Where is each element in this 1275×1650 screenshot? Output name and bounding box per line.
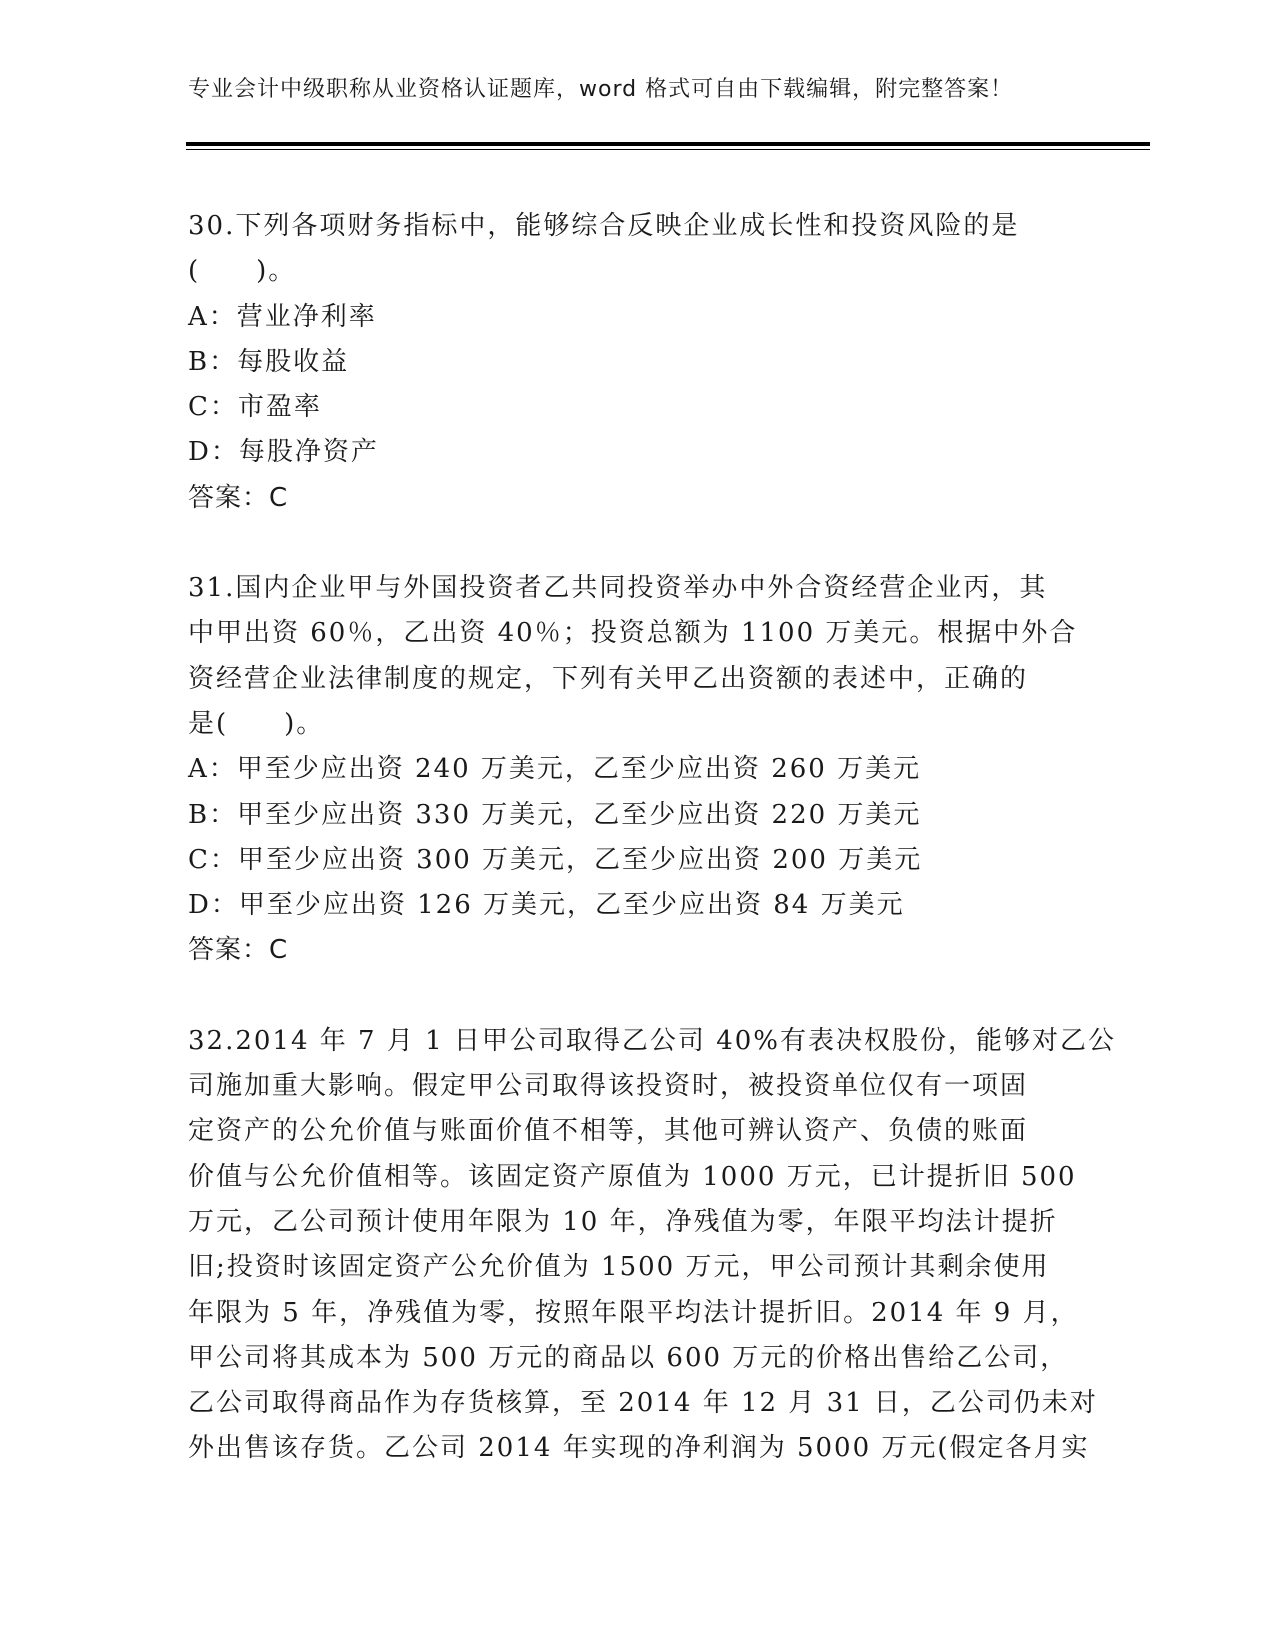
question-text-line: 30.下列各项财务指标中，能够综合反映企业成长性和投资风险的是 (188, 211, 1020, 241)
question-text-line: 万元，乙公司预计使用年限为 10 年，净残值为零，年限平均法计提折 (188, 1206, 1058, 1237)
option-b: B：甲至少应出资 330 万美元，乙至少应出资 220 万美元 (188, 799, 922, 830)
answer-label: 答案：C (188, 935, 289, 966)
question-text-line: 甲公司将其成本为 500 万元的商品以 600 万元的价格出售给乙公司， (188, 1342, 1069, 1373)
question-text-line: 资经营企业法律制度的规定，下列有关甲乙出资额的表述中，正确的 (188, 663, 1029, 694)
question-text-line: 价值与公允价值相等。该固定资产原值为 1000 万元，已计提折旧 500 (188, 1161, 1077, 1192)
question-text-line: 是( )。 (188, 708, 325, 739)
question-text-line: ( )。 (188, 256, 297, 287)
question-text-line: 32.2014 年 7 月 1 日甲公司取得乙公司 40%有表决权股份，能够对乙公 (188, 1025, 1116, 1056)
question-text-line: 中甲出资 60％，乙出资 40％；投资总额为 1100 万美元。根据中外合 (188, 618, 1078, 649)
question-list (188, 204, 1116, 1517)
page-header: 专业会计中级职称从业资格认证题库，word 格式可自由下载编辑，附完整答案！ (188, 77, 1014, 102)
header-rule-thick (186, 142, 1150, 146)
question-text-line: 31.国内企业甲与外国投资者乙共同投资举办中外合资经营企业丙，其 (188, 573, 1048, 604)
question-text-line: 司施加重大影响。假定甲公司取得该投资时，被投资单位仅有一项固 (188, 1071, 1029, 1102)
question-text-line: 外出售该存货。乙公司 2014 年实现的净利润为 5000 万元(假定各月实 (188, 1433, 1090, 1464)
question-text-line: 旧;投资时该固定资产公允价值为 1500 万元，甲公司预计其剩余使用 (188, 1252, 1050, 1283)
option-b: B：每股收益 (188, 346, 350, 377)
question-30 (188, 204, 1068, 521)
question-text-line: 年限为 5 年，净残值为零，按照年限平均法计提折旧。2014 年 9 月， (188, 1297, 1079, 1328)
option-d: D：甲至少应出资 126 万美元，乙至少应出资 84 万美元 (188, 890, 905, 921)
option-a: A：甲至少应出资 240 万美元，乙至少应出资 260 万美元 (188, 754, 922, 785)
option-a: A：营业净利率 (188, 301, 377, 332)
question-32 (188, 1019, 1116, 1472)
question-31 (188, 566, 1078, 974)
option-c: C：市盈率 (188, 392, 322, 423)
option-c: C：甲至少应出资 300 万美元，乙至少应出资 200 万美元 (188, 844, 923, 875)
header-rule-thin (186, 149, 1150, 150)
option-d: D：每股净资产 (188, 437, 379, 468)
question-text-line: 定资产的公允价值与账面价值不相等，其他可辨认资产、负债的账面 (188, 1116, 1029, 1147)
answer-label: 答案：C (188, 482, 289, 513)
question-text-line: 乙公司取得商品作为存货核算，至 2014 年 12 月 31 日，乙公司仍未对 (188, 1388, 1098, 1419)
